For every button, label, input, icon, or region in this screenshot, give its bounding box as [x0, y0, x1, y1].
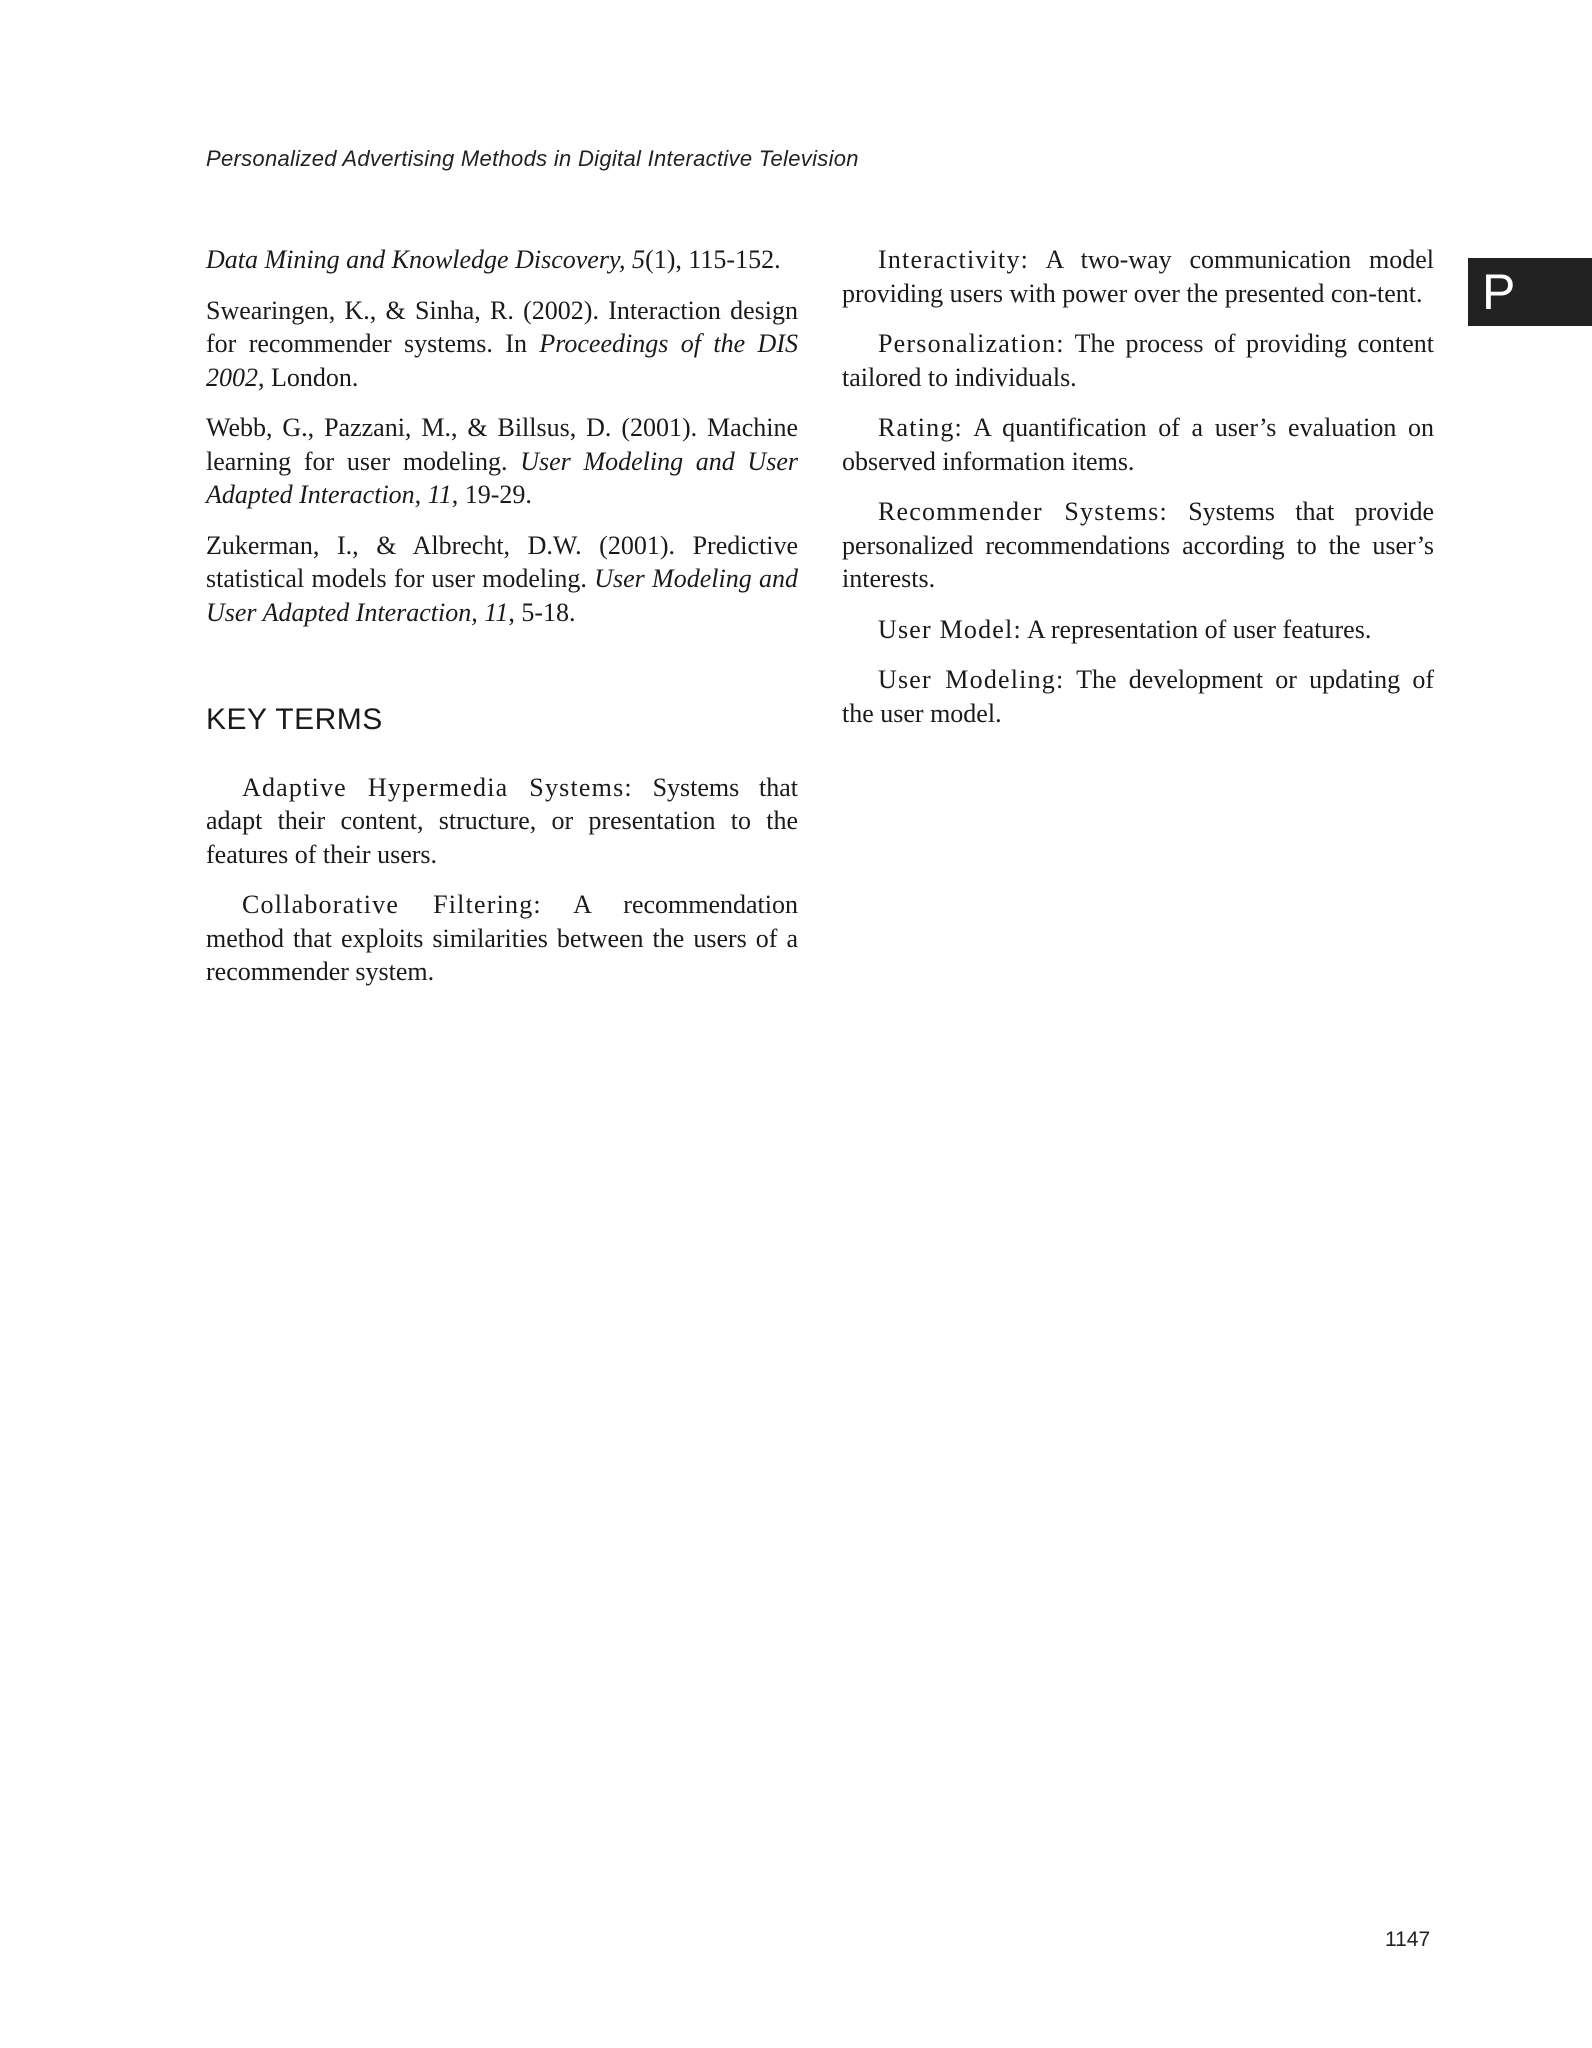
right-column	[842, 243, 1434, 747]
key-term-entry	[842, 613, 1434, 647]
key-term-entry	[842, 243, 1434, 310]
key-term-entry	[842, 495, 1434, 596]
page-number: 1147	[1385, 1928, 1431, 1951]
reference-text: (1), 115-152.	[645, 245, 781, 274]
section-thumb-tab: P	[1468, 258, 1592, 326]
key-term-entry	[206, 771, 798, 872]
reference-journal: Proceedings of the DIS 2002	[206, 329, 798, 392]
reference-text: Zukerman, I., & Albrecht, D.W. (2001). Predictive statistical models for user modeling.	[206, 530, 798, 593]
key-term-name: Adaptive Hypermedia Systems:	[242, 772, 633, 802]
reference-text: Swearingen, K., & Sinha, R. (2002). Interaction design for recommender systems. In	[206, 295, 798, 358]
reference-text: , 5-18.	[508, 597, 576, 627]
key-term-definition: Systems that adapt their content, structure, or presentation to the features of their users.	[206, 772, 798, 869]
key-terms-heading: KEY TERMS	[206, 703, 383, 736]
reference-journal: User Modeling and User Adapted Interaction, 11	[206, 564, 798, 627]
key-term-definition: A representation of user features.	[1021, 614, 1372, 644]
reference-text: Webb, G., Pazzani, M., & Billsus, D. (2001). Machine learning for user modeling.	[206, 413, 798, 476]
reference-journal: User Modeling and User Adapted Interaction, 11	[206, 446, 798, 509]
key-term-name: Rating:	[878, 413, 963, 442]
reference-text: , 19-29.	[451, 480, 532, 509]
key-term-definition: A recommendation method that exploits similarities between the users of a recommender system.	[206, 890, 799, 986]
reference-entry	[206, 529, 798, 630]
key-term-entry	[842, 327, 1434, 394]
key-term-name: User Model:	[878, 614, 1022, 644]
reference-entry	[206, 294, 798, 395]
key-term-definition: The development or updating of the user model.	[842, 665, 1434, 728]
key-term-definition: A quantification of a user’s evaluation on observed information items.	[842, 413, 1434, 476]
reference-text: , London.	[258, 362, 359, 392]
key-term-definition: A two-way communication model providing users with power over the presented con-tent.	[842, 245, 1434, 308]
reference-entry	[206, 411, 798, 512]
reference-journal: Data Mining and Knowledge Discovery, 5	[206, 245, 646, 274]
key-term-entry	[842, 663, 1434, 730]
key-term-name: Personalization:	[878, 329, 1065, 358]
key-term-name: Interactivity:	[878, 245, 1030, 274]
key-term-definition: Systems that provide personalized recommendations according to the user’s interests.	[842, 497, 1435, 593]
key-term-entry	[842, 411, 1434, 478]
key-term-name: User Modeling:	[878, 665, 1065, 694]
key-term-name: Recommender Systems:	[878, 497, 1168, 526]
key-term-entry	[206, 888, 798, 989]
key-term-name: Collaborative Filtering:	[242, 890, 542, 919]
key-term-definition: The process of providing content tailored to individuals.	[842, 329, 1434, 392]
reference-entry	[206, 243, 798, 277]
left-column	[206, 243, 798, 1006]
running-header: Personalized Advertising Methods in Digital Interactive Television	[206, 146, 859, 171]
